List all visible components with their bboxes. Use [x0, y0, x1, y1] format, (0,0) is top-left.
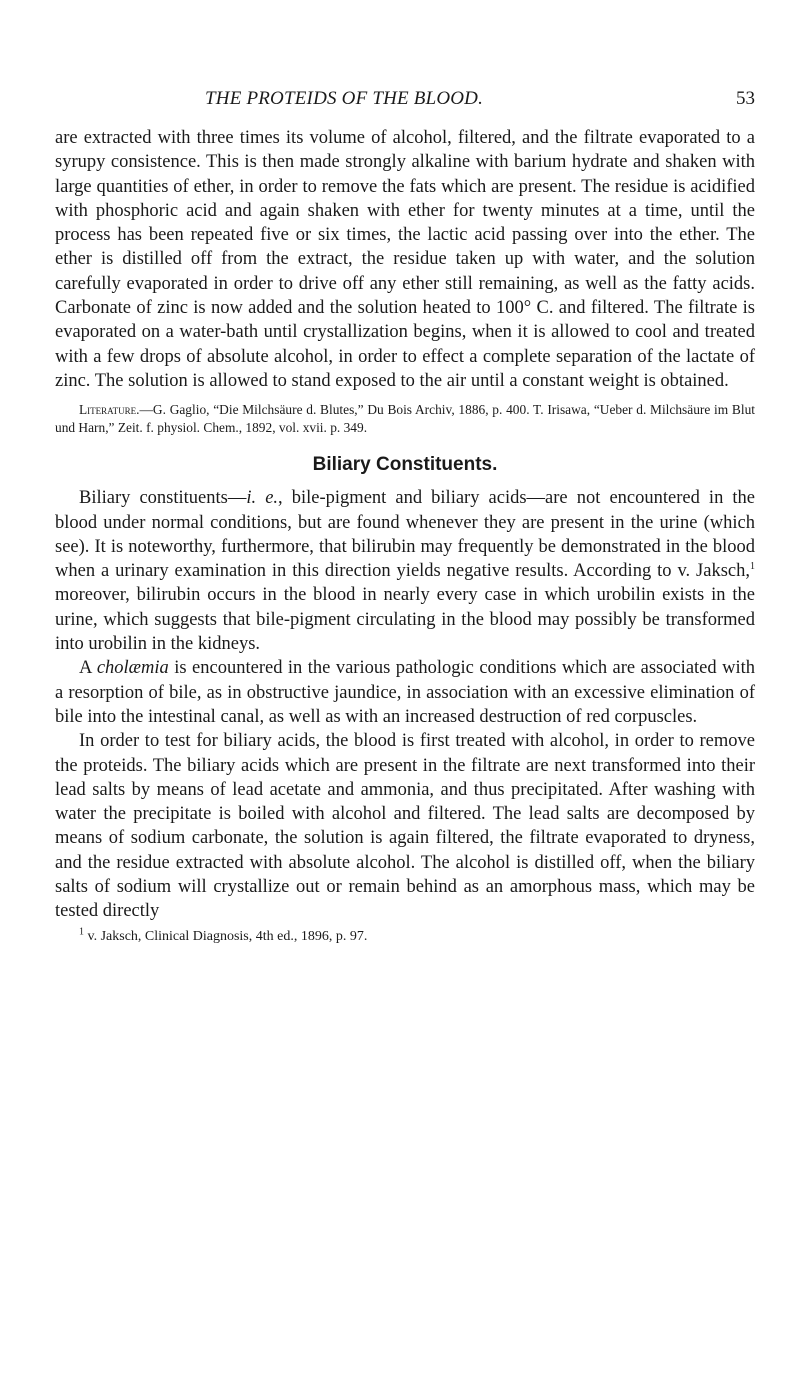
- paragraph-lactic-acid-method: are extracted with three times its volume of alcohol, filtered, and the filtrate evaporated to a syrupy consistence. This is then made strongly alkaline with barium hydrate and shaken with large quantities of ether, in order to remove the fats which are present. The residue is acidified with phosphoric acid and again shaken with ether for twenty minutes at a time, until the process has been repeated five or six times, the lactic acid passing over into the ether. The ether is distilled off from the extract, the residue taken up with water, and the solution carefully evaporated in order to drive off any ether still remaining, as well as the fatty acids. Carbonate of zinc is now added and the solution heated to 100° C. and filtered. The filtrate is evaporated on a water-bath until crystallization begins, when it is allowed to cool and treated with a few drops of absolute alcohol, in order to effect a complete separation of the lactate of zinc. The solution is allowed to stand exposed to the air until a constant weight is obtained.: [55, 128, 755, 391]
- paragraph-biliary-constituents: [55, 486, 755, 656]
- paragraph-cholaemia: [55, 656, 755, 729]
- paragraph-3-italic: cholæmia: [96, 658, 169, 679]
- book-page: [55, 88, 755, 946]
- literature-label: Literature.: [79, 402, 140, 418]
- page-number: 53: [736, 88, 755, 109]
- footnote-marker: 1: [79, 925, 84, 937]
- running-head: [55, 88, 755, 118]
- paragraph-2-text-2: , bile-pigment and biliary acids—are not encountered in the blood under normal conditions, but are found whenever they are present in the urine (which see). It is noteworthy, furthermore, that bilirubin may frequently be demonstrated in the blood when a urinary examination in this direction yields negative results. According to v. Jaksch,: [55, 488, 756, 582]
- footnote: [55, 925, 755, 946]
- literature-text: —G. Gaglio, “Die Milchsäure d. Blutes,” Du Bois Archiv, 1886, p. 400. T. Irisawa, “Ueber d. Milchsäure im Blut und Harn,” Zeit. f. physiol. Chem., 1892, vol. xvii. p. 349.: [55, 402, 755, 435]
- footnote-reference: 1: [750, 561, 755, 572]
- literature-references: [55, 401, 755, 436]
- paragraph-3-text-1: A: [79, 658, 97, 679]
- paragraph-2-italic: i. e.: [246, 488, 279, 509]
- running-title: THE PROTEIDS OF THE BLOOD.: [205, 88, 484, 109]
- section-heading-biliary-constituents: Biliary Constituents.: [312, 454, 498, 476]
- paragraph-2-text-3: moreover, bilirubin occurs in the blood in nearly every case in which urobilin exists in the urine, which suggests that bile-pigment circulating in the blood may possibly be transformed into urobilin in the kidneys.: [55, 585, 755, 655]
- paragraph-2-text-1: Biliary constituents—: [79, 488, 247, 509]
- paragraph-biliary-acid-test: In order to test for biliary acids, the blood is first treated with alcohol, in order to remove the proteids. The biliary acids which are present in the filtrate are next transformed into their lead salts by means of lead acetate and ammonia, and thus precipitated. After washing with water the precipitate is boiled with alcohol and filtered. The lead salts are decomposed by means of sodium carbonate, the solution is again filtered, the filtrate evaporated to dryness, and the residue extracted with absolute alcohol. The alcohol is distilled off, when the biliary salts of sodium will crystallize out or remain behind as an amorphous mass, which may be tested directly: [55, 731, 755, 922]
- footnote-text: v. Jaksch, Clinical Diagnosis, 4th ed., 1896, p. 97.: [84, 928, 368, 944]
- paragraph-3-text-2: is encountered in the various pathologic conditions which are associated with a resorption of bile, as in obstructive jaundice, in association with an excessive elimination of bile into the intestinal canal, as well as with an increased destruction of red corpuscles.: [55, 658, 755, 727]
